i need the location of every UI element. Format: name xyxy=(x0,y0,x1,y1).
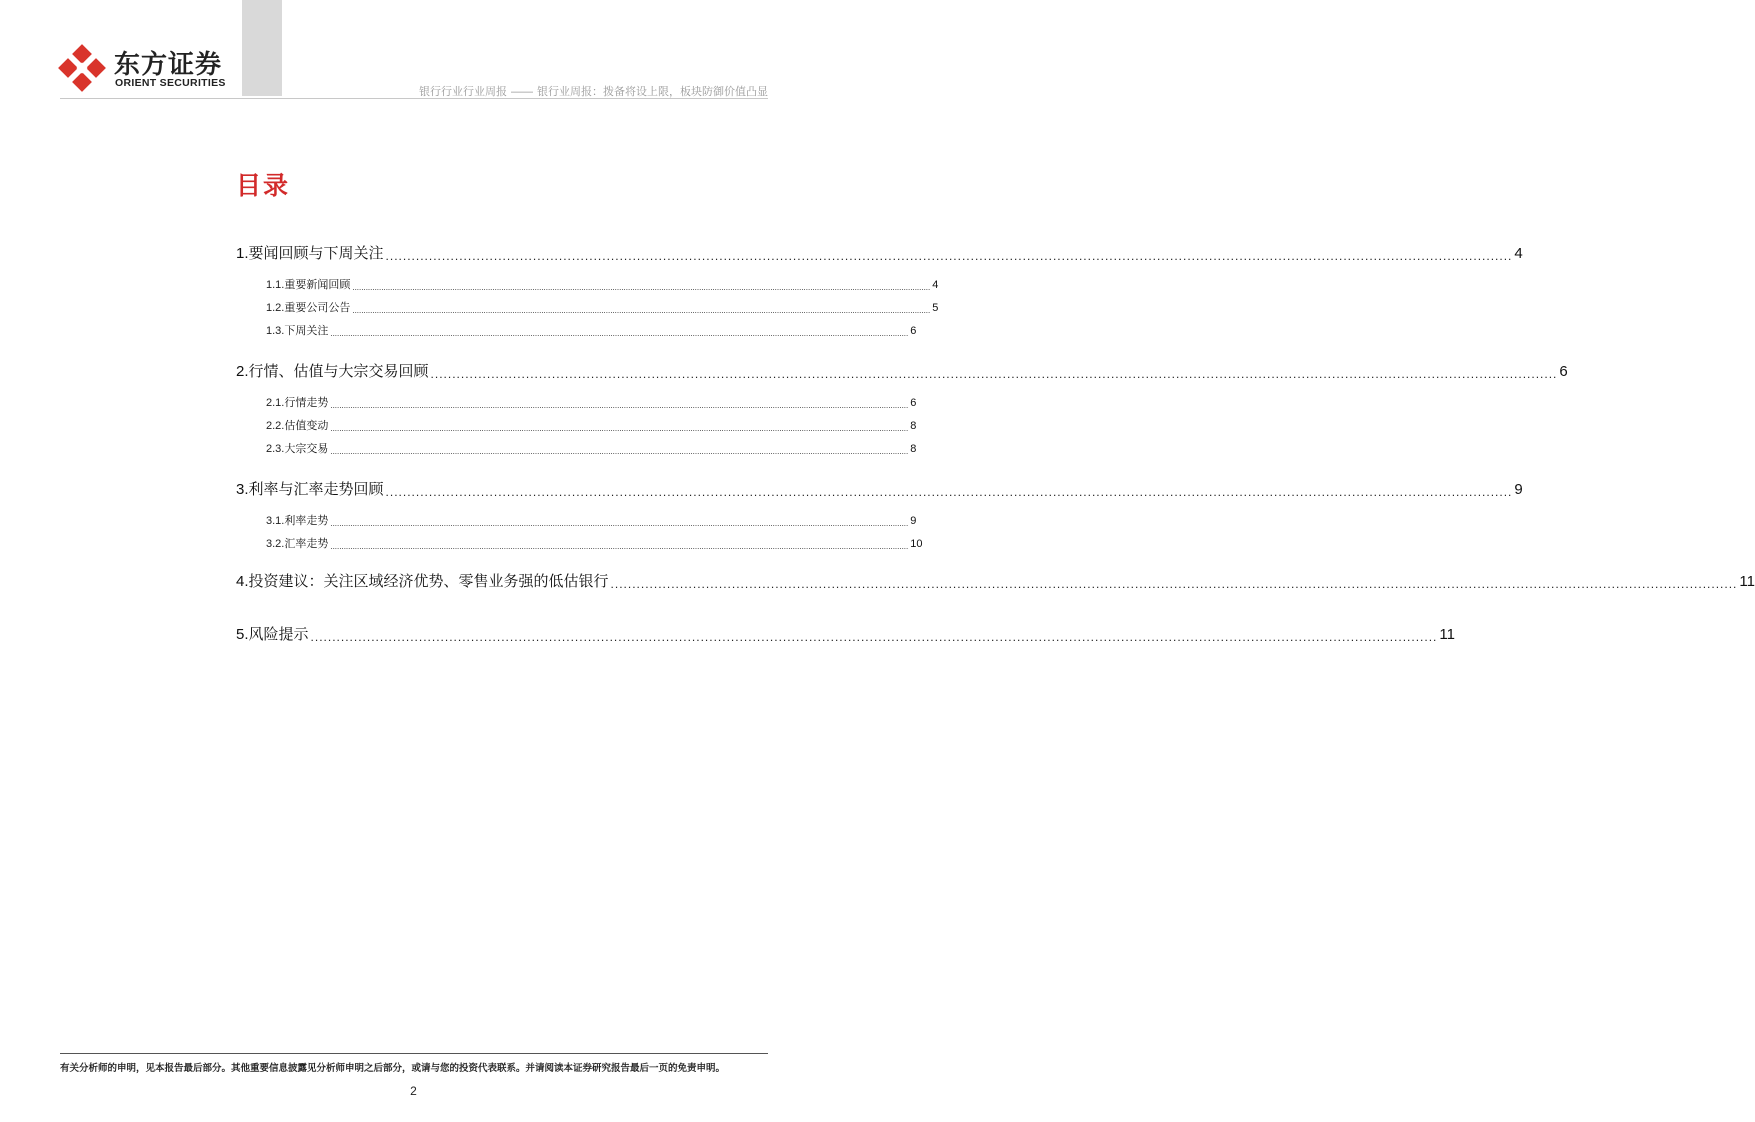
toc-entry[interactable] xyxy=(236,244,1523,264)
toc-entry-page: 4 xyxy=(1514,245,1523,262)
toc-entry-page: 5 xyxy=(932,302,939,314)
toc-entry-title: 投资建议：关注区域经济优势、零售业务强的低估银行 xyxy=(248,573,609,590)
toc-entry[interactable] xyxy=(236,301,939,316)
header-divider xyxy=(60,98,768,99)
toc-dot-leader: .................................................................................................................................................................................................................................................................... xyxy=(330,519,909,528)
toc-entry[interactable] xyxy=(236,362,1568,382)
toc-entry-title: 估值变动 xyxy=(284,420,329,432)
toc-entry-number: 1.3. xyxy=(266,325,285,337)
toc-dot-leader: .................................................................................................................................................................................................................................................................... xyxy=(310,630,1438,644)
toc-dot-leader: .................................................................................................................................................................................................................................................................... xyxy=(610,577,1738,591)
header-gray-tab xyxy=(242,0,282,96)
toc-entry-number: 5. xyxy=(236,626,249,643)
toc-entry-number: 3.2. xyxy=(266,538,285,550)
toc-dot-leader: .................................................................................................................................................................................................................................................................... xyxy=(330,401,909,410)
toc-entry[interactable] xyxy=(236,324,917,339)
toc-dot-leader: .................................................................................................................................................................................................................................................................... xyxy=(330,424,909,433)
toc-entry-title: 利率与汇率走势回顾 xyxy=(248,481,384,498)
toc-entry-page: 11 xyxy=(1739,573,1755,590)
toc-entry-page: 9 xyxy=(1514,481,1523,498)
toc-entry[interactable] xyxy=(236,278,939,293)
toc-entry[interactable] xyxy=(236,396,917,411)
toc-entry-title: 重要新闻回顾 xyxy=(284,279,351,291)
toc-entry-number: 2.1. xyxy=(266,397,285,409)
toc-entry-page: 6 xyxy=(910,397,917,409)
toc-entry-title: 重要公司公告 xyxy=(284,302,351,314)
toc-entry-title: 行情走势 xyxy=(284,397,329,409)
footer-divider xyxy=(60,1053,768,1054)
toc-entry-number: 1.2. xyxy=(266,302,285,314)
toc-entry-title: 风险提示 xyxy=(248,626,309,643)
toc-entry-title: 大宗交易 xyxy=(284,443,329,455)
toc-heading: 目录 xyxy=(236,172,291,200)
toc-entry-title: 下周关注 xyxy=(284,325,329,337)
toc-dot-leader: .................................................................................................................................................................................................................................................................... xyxy=(330,329,909,338)
toc-entry-page: 8 xyxy=(910,420,917,432)
toc-entry-title: 要闻回顾与下周关注 xyxy=(248,245,384,262)
toc-dot-leader: .................................................................................................................................................................................................................................................................... xyxy=(352,283,931,292)
toc-entry[interactable] xyxy=(236,480,1523,500)
page-number: 2 xyxy=(410,1084,417,1098)
toc-entry-number: 4. xyxy=(236,573,249,590)
toc-entry-title: 汇率走势 xyxy=(284,538,329,550)
toc-entry[interactable] xyxy=(236,537,923,552)
toc-entry-page: 6 xyxy=(1559,363,1568,380)
toc-entry-number: 2.3. xyxy=(266,443,285,455)
running-header xyxy=(419,83,768,99)
report-title: 银行业周报：拨备将设上限，板块防御价值凸显 xyxy=(537,86,768,98)
toc-dot-leader: .................................................................................................................................................................................................................................................................... xyxy=(330,447,909,456)
toc-entry-page: 10 xyxy=(910,538,923,550)
company-logo xyxy=(60,44,240,94)
toc-entry[interactable] xyxy=(236,442,917,457)
toc-dot-leader: .................................................................................................................................................................................................................................................................... xyxy=(385,249,1513,263)
toc-dot-leader: .................................................................................................................................................................................................................................................................... xyxy=(430,367,1558,381)
toc-entry-number: 3.1. xyxy=(266,515,285,527)
toc-entry-number: 2.2. xyxy=(266,420,285,432)
toc-entry-page: 11 xyxy=(1439,626,1455,643)
toc-entry-page: 9 xyxy=(910,515,917,527)
toc-entry[interactable] xyxy=(236,572,1755,592)
toc-dot-leader: .................................................................................................................................................................................................................................................................... xyxy=(385,485,1513,499)
toc-entry[interactable] xyxy=(236,625,1455,645)
toc-entry-number: 1.1. xyxy=(266,279,285,291)
logo-english-name: ORIENT SECURITIES xyxy=(115,77,226,89)
toc-entry-page: 4 xyxy=(932,279,939,291)
header-separator: —— xyxy=(511,86,533,98)
toc-entry-number: 1. xyxy=(236,245,249,262)
toc-entry[interactable] xyxy=(236,514,917,529)
toc-entry-number: 2. xyxy=(236,363,249,380)
toc-entry-title: 行情、估值与大宗交易回顾 xyxy=(248,363,429,380)
toc-entry-title: 利率走势 xyxy=(284,515,329,527)
footer-disclaimer: 有关分析师的申明，见本报告最后部分。其他重要信息披露见分析师申明之后部分，或请与您的投资代表联系。并请阅读本证券研究报告最后一页的免责申明。 xyxy=(60,1063,726,1074)
logo-chinese-name: 东方证券 xyxy=(114,49,223,79)
toc-entry-number: 3. xyxy=(236,481,249,498)
toc-dot-leader: .................................................................................................................................................................................................................................................................... xyxy=(330,542,909,551)
toc-entry-page: 8 xyxy=(910,443,917,455)
toc-dot-leader: .................................................................................................................................................................................................................................................................... xyxy=(352,306,931,315)
report-type: 银行行业行业周报 xyxy=(419,86,507,98)
toc-entry[interactable] xyxy=(236,419,917,434)
orient-logo-icon xyxy=(60,46,106,92)
toc-entry-page: 6 xyxy=(910,325,917,337)
